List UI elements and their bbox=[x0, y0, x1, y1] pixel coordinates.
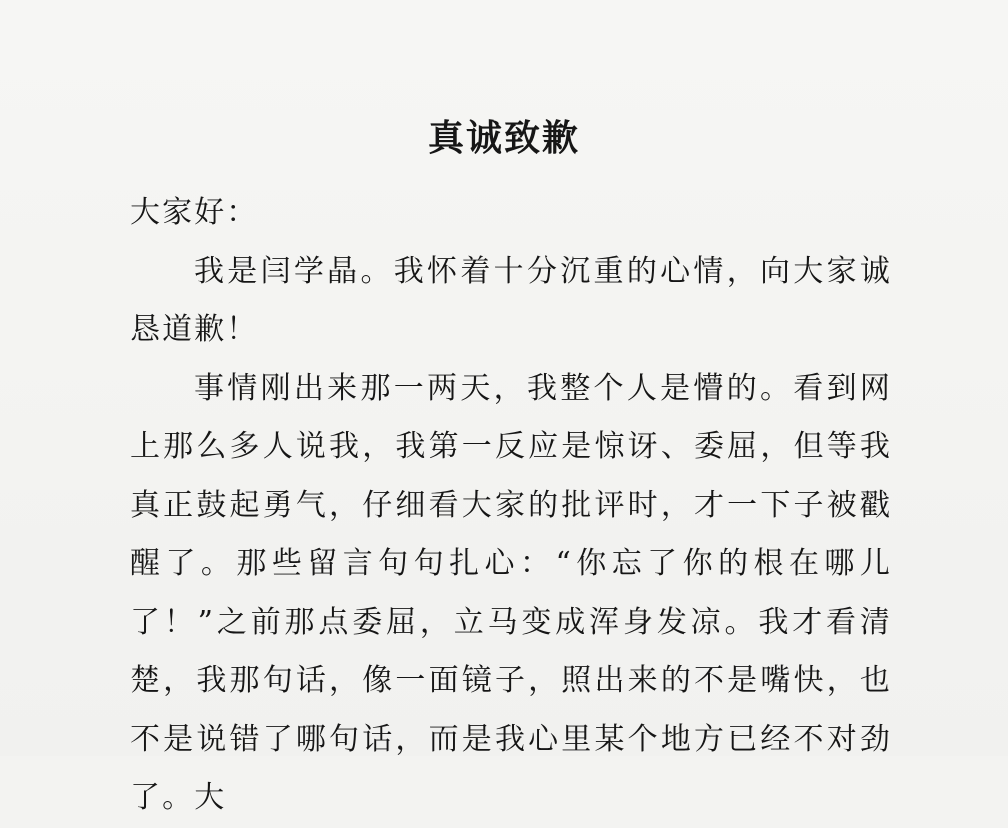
document-body bbox=[130, 184, 892, 828]
paragraph-reflection: 事情刚出来那一两天，我整个人是懵的。看到网上那么多人说我，我第一反应是惊讶、委屈，但等我真正鼓起勇气，仔细看大家的批评时，才一下子被戳醒了。那些留言句句扎心：“你忘了你的根在哪儿了！”之前那点委屈，立马变成浑身发凉。我才看清楚，我那句话，像一面镜子，照出来的不是嘴快，也不是说错了哪句话，而是我心里某个地方已经不对劲了。大 bbox=[130, 370, 892, 815]
paragraph-apology: 我是闫学晶。我怀着十分沉重的心情，向大家诚恳道歉！ bbox=[130, 253, 892, 347]
salutation: 大家好： bbox=[130, 195, 259, 230]
document-title: 真诚致歉 bbox=[427, 117, 580, 159]
